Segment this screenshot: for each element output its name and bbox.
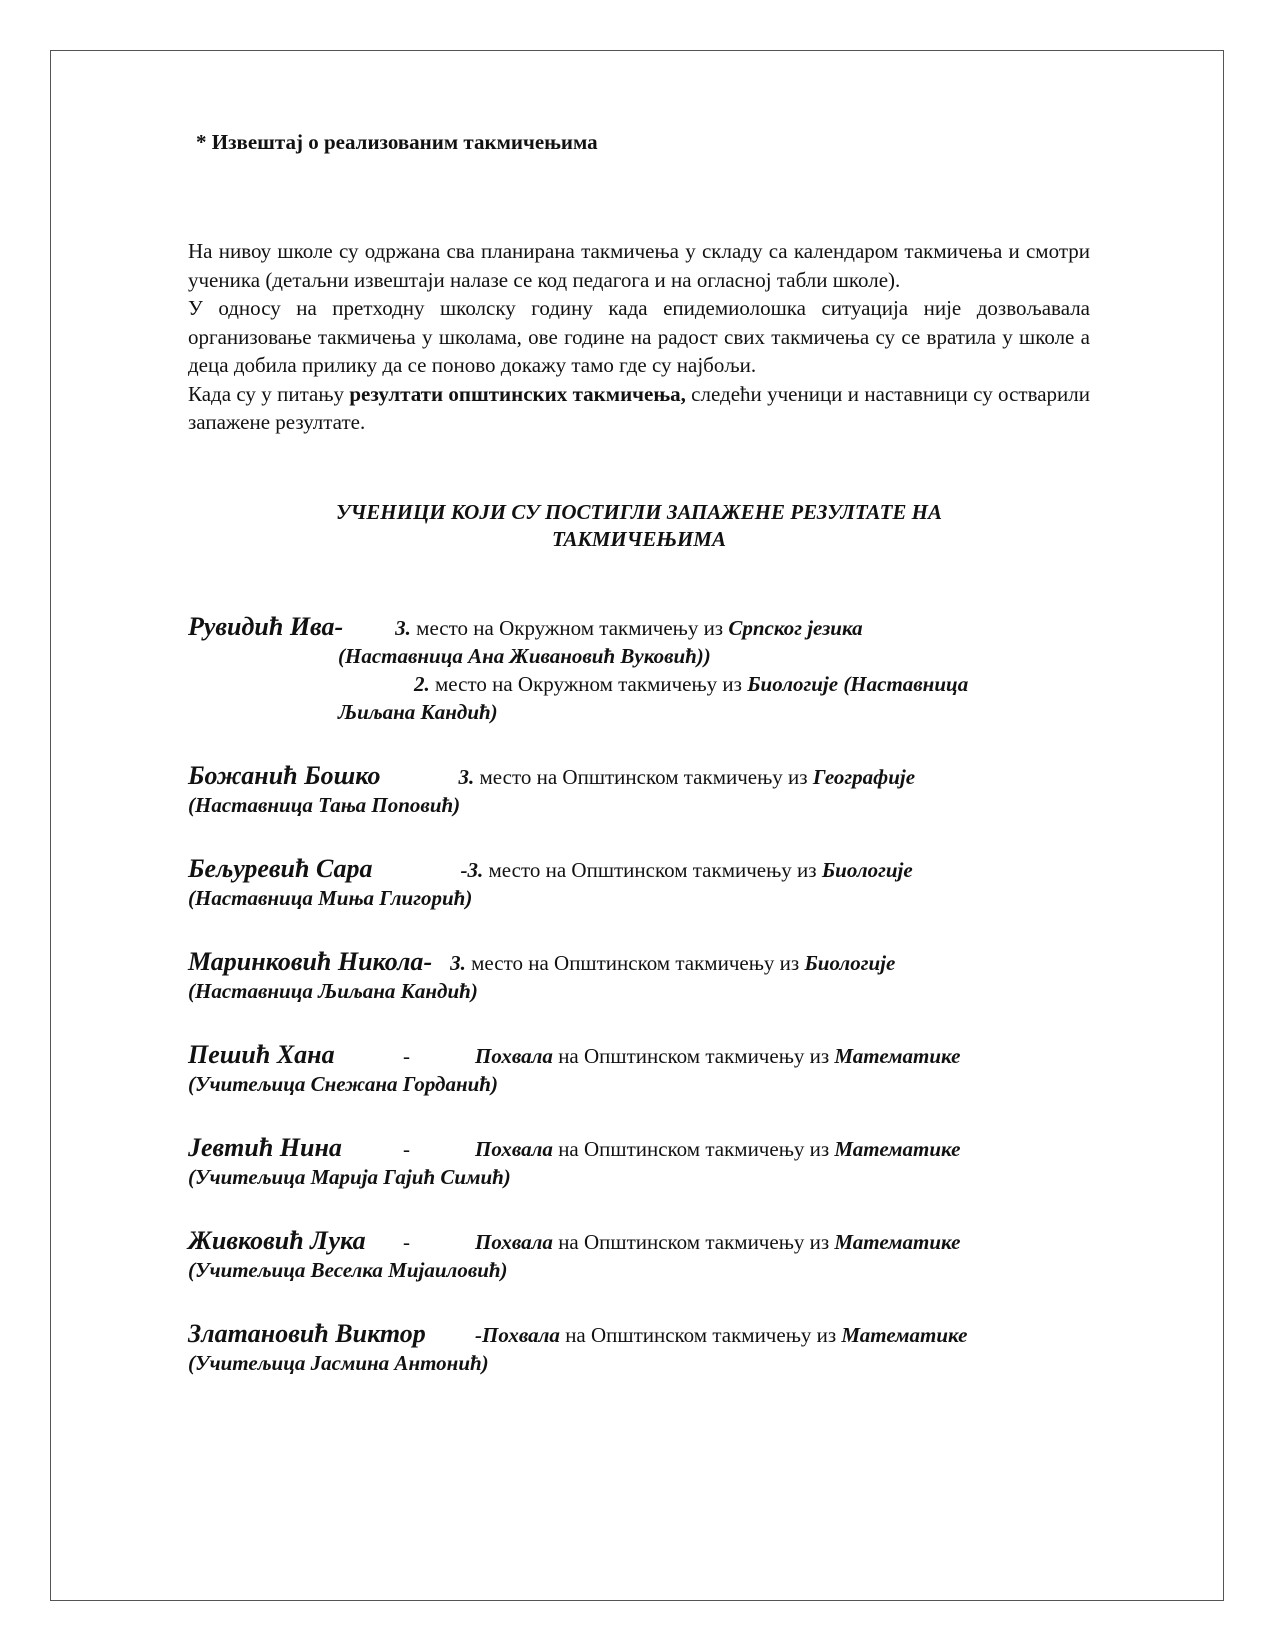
result-subject: Математике [834, 1136, 961, 1161]
student-entry [188, 1134, 1090, 1191]
teacher-name: (Учитељица Веселка Мијаиловић) [188, 1257, 508, 1282]
entry-line [188, 670, 1090, 698]
teacher-name: (Наставница Ана Живановић Вуковић)) [338, 643, 711, 668]
separator: - [403, 1136, 410, 1161]
student-entry [188, 762, 1090, 819]
result-subject: Биологије (Наставница [747, 671, 969, 696]
student-entry [188, 613, 1090, 726]
separator: - [403, 1043, 410, 1068]
entry-line [188, 1320, 1090, 1349]
result-text: место на Општинском такмичењу из [474, 764, 813, 789]
result-text: место на Окружном такмичењу из [429, 671, 748, 696]
teacher-name: (Учитељица Снежана Горданић) [188, 1071, 498, 1096]
student-entry [188, 855, 1090, 912]
students-list [188, 613, 1090, 1377]
result-text: на Општинском такмичењу из [552, 1136, 835, 1161]
student-entry [188, 1041, 1090, 1098]
para3-after: следећи ученици и наставници су остварили запажене резултате. [188, 381, 1090, 434]
teacher-name: Љиљана Кандић) [338, 699, 498, 724]
result-text: место на Окружном такмичењу из [410, 615, 729, 640]
entry-line [188, 855, 1090, 884]
entry-line [188, 948, 1090, 977]
entry-line [188, 1134, 1090, 1163]
student-name: Пешић Хана [188, 1039, 335, 1069]
result-place: 3. [467, 857, 484, 882]
result-subject: Математике [841, 1322, 968, 1347]
result-subject: Биологије [804, 950, 896, 975]
result-text: место на Општинском такмичењу из [483, 857, 822, 882]
student-name: Божанић Бошко [188, 760, 381, 790]
teacher-name: (Учитељица Марија Гајић Симић) [188, 1164, 511, 1189]
section-title: УЧЕНИЦИ КОЈИ СУ ПОСТИГЛИ ЗАПАЖЕНЕ РЕЗУЛТАТЕ НА ТАКМИЧЕЊИМА [335, 499, 943, 551]
document-body [188, 130, 1090, 1413]
student-name: Јевтић Нина [188, 1132, 342, 1162]
result-place: 3. [458, 764, 475, 789]
result-text: на Општинском такмичењу из [552, 1043, 835, 1068]
student-entry [188, 948, 1090, 1005]
result-subject: Математике [834, 1043, 961, 1068]
teacher-name: (Учитељица Јасмина Антонић) [188, 1350, 489, 1375]
student-entry [188, 1320, 1090, 1377]
student-name: Живковић Лука [188, 1225, 366, 1255]
intro-section [188, 237, 1090, 437]
separator: - [460, 857, 468, 882]
result-text: на Општинском такмичењу из [552, 1229, 835, 1254]
result-subject: Биологије [821, 857, 913, 882]
entry-line [188, 1041, 1090, 1070]
intro-paragraph-1: На нивоу школе су одржана сва планирана такмичења у складу са календаром такмичења и смотри ученика (детаљни извештаји налазе се код педагога и на огласној табли школе). [188, 239, 1090, 292]
teacher-name: (Наставница Миња Глигорић) [188, 885, 473, 910]
student-name: Бељуревић Сара [188, 853, 373, 883]
intro-paragraph-2: У односу на претходну школску годину када епидемиолошка ситуација није дозвољавала организовање такмичења у школама, ове године на радост свих такмичења су се вратила у школе а деца добила прилику да се поново докажу тамо где су најбољи. [188, 296, 1090, 377]
student-name: Маринковић Никола [188, 946, 424, 976]
result-subject: Географије [812, 764, 916, 789]
result-place: 3. [450, 950, 466, 975]
result-place: Похвала [475, 1043, 553, 1068]
result-text: на Општинском такмичењу из [559, 1322, 842, 1347]
result-text: место на Општинском такмичењу из [465, 950, 805, 975]
para3-bold: резултати општинских такмичења, [349, 381, 686, 406]
separator: - [423, 946, 433, 976]
report-heading: * Извештај о реализованим такмичењима [196, 130, 598, 154]
student-name: Златановић Виктор [188, 1318, 426, 1348]
result-place: Похвала [482, 1322, 560, 1347]
separator: - [475, 1322, 482, 1347]
student-name: Рувидић Ива [188, 611, 335, 641]
teacher-name: (Наставница Тања Поповић) [188, 792, 461, 817]
separator: - [334, 611, 344, 641]
result-place: 3. [395, 615, 411, 640]
result-place: Похвала [475, 1136, 553, 1161]
para3-before: Када су у питању [188, 381, 350, 406]
intro-paragraph-3 [188, 380, 1090, 437]
student-entry [188, 1227, 1090, 1284]
result-place: Похвала [475, 1229, 553, 1254]
result-subject: Математике [834, 1229, 961, 1254]
separator: - [403, 1229, 410, 1254]
entry-line [188, 613, 1090, 642]
entry-line [188, 1227, 1090, 1256]
teacher-name: (Наставница Љиљана Кандић) [188, 978, 478, 1003]
result-place: 2. [414, 671, 430, 696]
result-subject: Српског језика [728, 615, 863, 640]
entry-line [188, 762, 1090, 791]
